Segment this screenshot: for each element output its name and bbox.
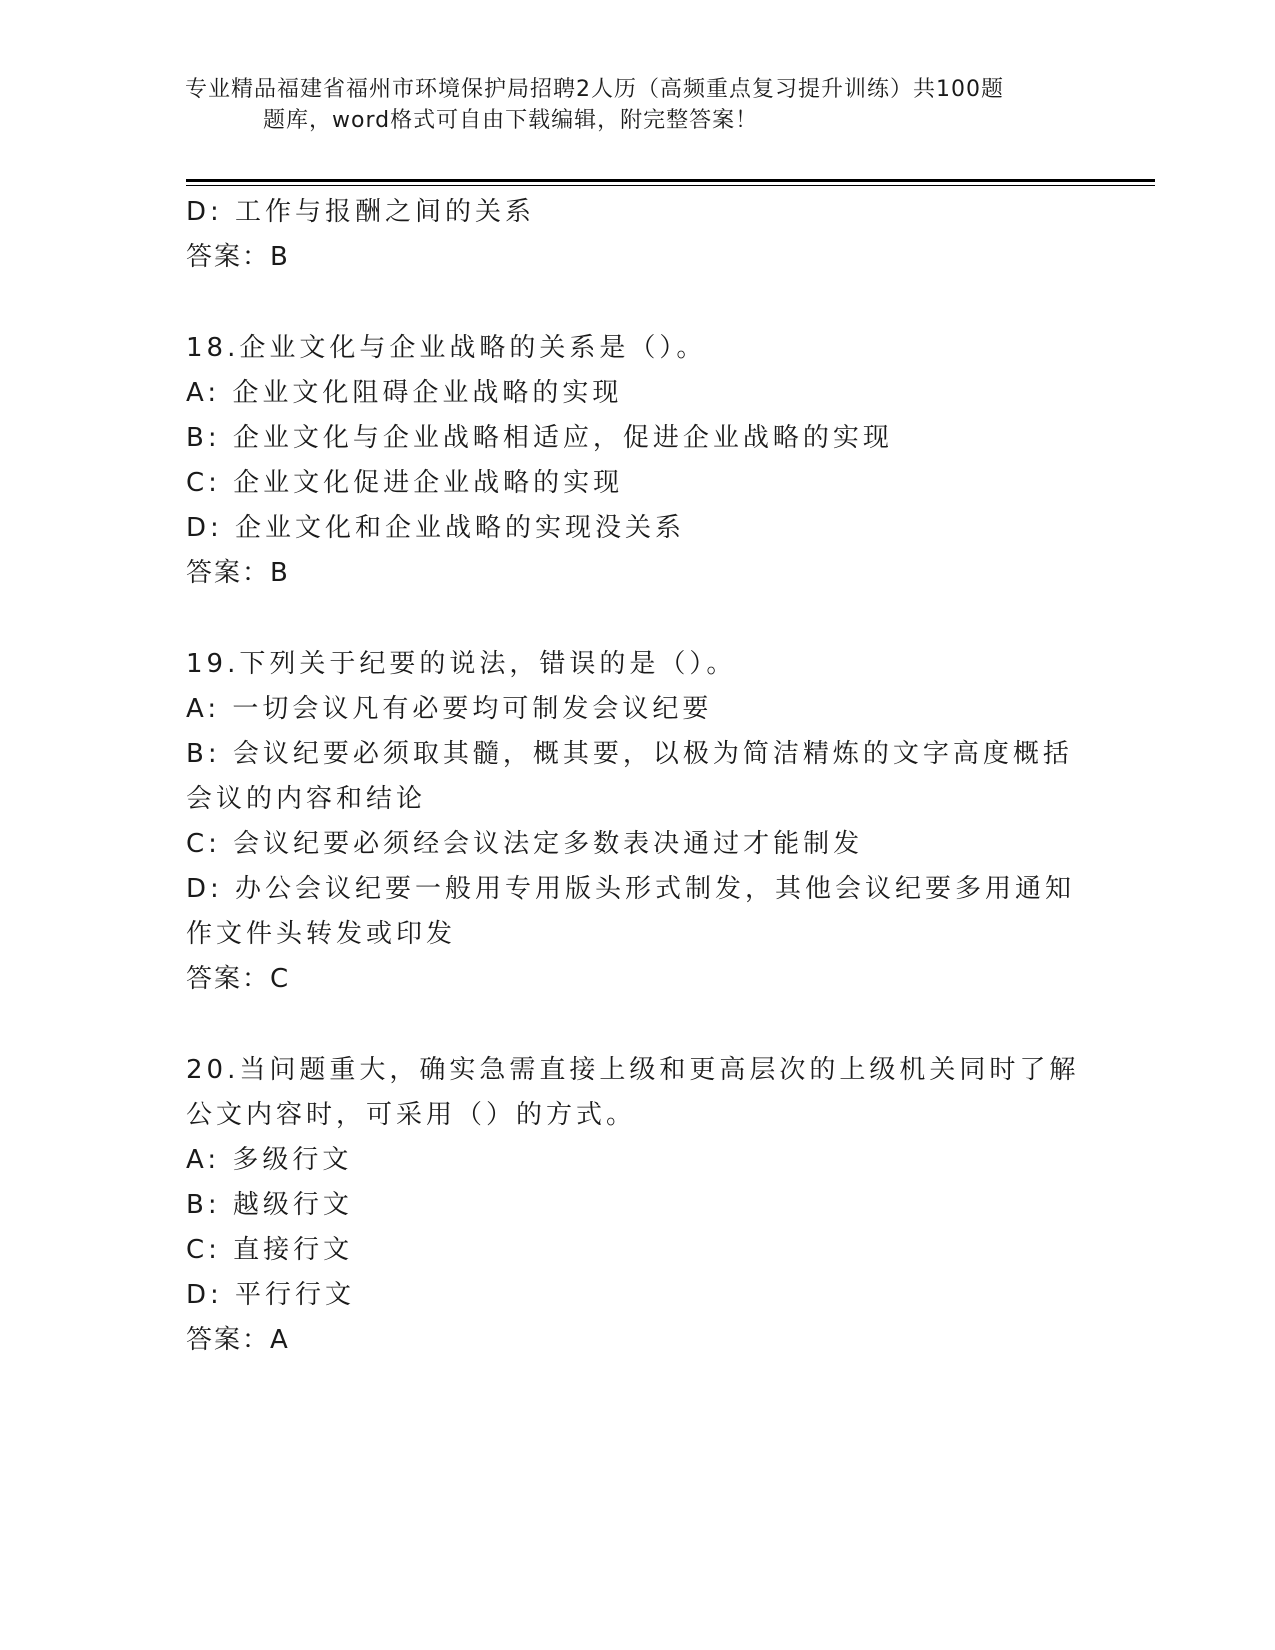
header-title-line1: 专业精品福建省福州市环境保护局招聘2人历（高频重点复习提升训练）共100题 [185,77,1004,102]
spacer [186,1002,1086,1048]
option-d: D: 企业文化和企业战略的实现没关系 [186,513,686,543]
option-a: A: 多级行文 [186,1145,353,1175]
question-stem: 20.当问题重大，确实急需直接上级和更高层次的上级机关同时了解公文内容时，可采用（）的方式。 [186,1055,1080,1130]
spacer [186,596,1086,642]
header-divider-thin [186,185,1155,186]
option-b: B: 企业文化与企业战略相适应，促进企业战略的实现 [186,423,893,453]
question-stem: 19.下列关于纪要的说法，错误的是（）。 [186,649,737,679]
option-c: C: 直接行文 [186,1235,354,1265]
question-20 [186,1048,1086,1363]
option-a: A: 一切会议凡有必要均可制发会议纪要 [186,694,713,724]
header-title-line2: 题库，word格式可自由下载编辑，附完整答案！ [263,108,759,133]
option-c: C: 企业文化促进企业战略的实现 [186,468,624,498]
document-header [185,74,1105,136]
question-19 [186,642,1086,1002]
answer: 答案：B [186,242,290,272]
answer: 答案：C [186,964,291,994]
option-b: B: 会议纪要必须取其髓，概其要，以极为简洁精炼的文字高度概括会议的内容和结论 [186,739,1073,814]
answer: 答案：A [186,1325,290,1355]
option-b: B: 越级行文 [186,1190,353,1220]
option-d: D: 工作与报酬之间的关系 [186,197,536,227]
answer: 答案：B [186,558,290,588]
header-divider-thick [186,179,1155,182]
option-a: A: 企业文化阻碍企业战略的实现 [186,378,623,408]
option-d: D: 办公会议纪要一般用专用版头形式制发，其他会议纪要多用通知作文件头转发或印发 [186,874,1076,949]
question-list [186,190,1086,1363]
question-18 [186,326,1086,596]
spacer [186,280,1086,326]
option-c: C: 会议纪要必须经会议法定多数表决通过才能制发 [186,829,864,859]
question-stem: 18.企业文化与企业战略的关系是（）。 [186,333,707,363]
option-d: D: 平行行文 [186,1280,356,1310]
